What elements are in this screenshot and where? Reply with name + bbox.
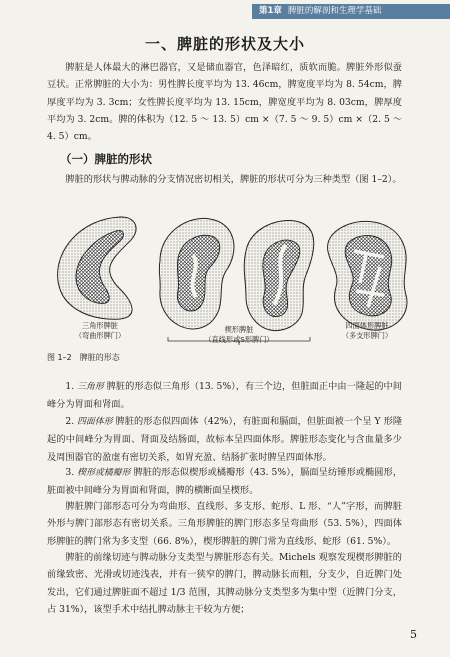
spleen-shapes-figure xyxy=(50,211,410,371)
wedge-label-line1: 楔形脾脏 xyxy=(224,325,254,334)
wedge-spleen-shape xyxy=(159,218,234,329)
wedge-label-line2: （直线形或S形脾门） xyxy=(204,335,274,344)
item-text: 脾脏的形态似楔形或橘瓣形（43. 5%），膈面呈纺锤形或椭圆形，脏面被中间峰分为胃面和肾面，脾的横断面呈楔形。 xyxy=(47,467,403,497)
triangle-label-line2: （弯曲形脾门） xyxy=(74,331,126,340)
artery-paragraph: 脾脏的前缘切迹与脾动脉分支类型与脾脏形态有关。Michels 观察发现楔形脾脏的前缘致密、光滑或切迹浅表，并有一狭窄的脾门，脾动脉长而粗，分支少，自近脾门处发出，它们通过脾脏面不超过 1/3 范围，其脾动脉分支类型多为集中型（近脾门分支，占 31%），该型手术中结扎脾动脉主干较为方便； xyxy=(47,552,402,615)
quad-label-line1: 四面体形脾脏 xyxy=(345,321,389,330)
wedge-spleen-shape-2 xyxy=(244,221,314,331)
item-keyword: 三角形 xyxy=(77,382,104,392)
triangle-label-line1: 三角形脾脏 xyxy=(82,321,118,330)
item-triangle xyxy=(47,378,402,414)
wedge-spleen-label xyxy=(189,325,289,345)
figure-caption xyxy=(47,352,120,363)
item-wedge xyxy=(47,464,402,500)
item-number: 2. xyxy=(65,416,75,427)
figure-caption-text: 脾脏的形态 xyxy=(79,353,120,362)
quad-label-line2: （多支形脾门） xyxy=(341,331,393,340)
item-keyword: 楔形或橘瓣形 xyxy=(77,468,131,478)
item-number: 3. xyxy=(65,467,75,478)
page-number: 5 xyxy=(410,628,417,641)
figure-number: 图 1–2 xyxy=(47,353,72,362)
chapter-number: 第1章 xyxy=(259,6,282,16)
quad-spleen-label xyxy=(322,321,412,341)
chapter-header xyxy=(252,4,450,19)
triangle-spleen-label xyxy=(60,321,140,341)
subsection-title: （一）脾脏的形状 xyxy=(60,152,152,166)
triangle-spleen-shape xyxy=(58,217,136,319)
item-text: 脾脏的形态似四面体（42%），有脏面和膈面，但脏面被一个呈 Y 形隆起的中间峰分为胃面、肾面及结肠面，故标本呈四面体形。脾脏形态变化与含血量多少及周围器官的盈虚有密切关系，如胃充盈、结肠扩张时脾呈四面体形。 xyxy=(47,416,403,463)
item-keyword: 四面体形 xyxy=(77,417,113,427)
shape-intro-paragraph: 脾脏的形状与脾动脉的分支情况密切相关，脾脏的形状可分为三种类型（图 1–2）。 xyxy=(65,174,402,185)
item-text: 脾脏的形态似三角形（13. 5%），有三个边，但脏面正中由一隆起的中间峰分为胃面和肾面。 xyxy=(47,381,402,411)
chapter-title: 脾脏的解剖和生理学基础 xyxy=(287,6,382,16)
hilum-paragraph: 脾脏脾门部形态可分为弯曲形、直线形、多支形、蛇形、L 形、“人”字形，而脾脏外形与脾门部形态有密切关系。三角形脾脏的脾门形态多呈弯曲形（53. 5%），四面体形脾脏的脾门常为多支型（66. 8%），楔形脾脏的脾门常为直线形、蛇形（61. 5%）。 xyxy=(47,501,402,547)
item-number: 1. xyxy=(65,381,75,392)
item-quadrilateral xyxy=(47,413,402,466)
section-title: 一、脾脏的形状及大小 xyxy=(144,35,305,53)
intro-paragraph: 脾脏是人体最大的淋巴器官，又是储血器官，色泽暗红，质软而脆。脾脏外形似蚕豆状。正常脾脏的大小为：男性脾长度平均为 13. 46cm，脾宽度平均为 8. 54cm，脾厚度平均为 3. 3cm；女性脾长度平均为 13. 15cm，脾宽度平均为 8. 03cm，脾厚度平均为 3. 2cm。脾的体积为（12. 5 ～ 13. 5）cm ×（7. 5 ～ 9. 5）cm ×（2. 5 ～ 4. 5）cm。 xyxy=(47,62,402,143)
quadrilateral-spleen-shape xyxy=(328,221,407,330)
